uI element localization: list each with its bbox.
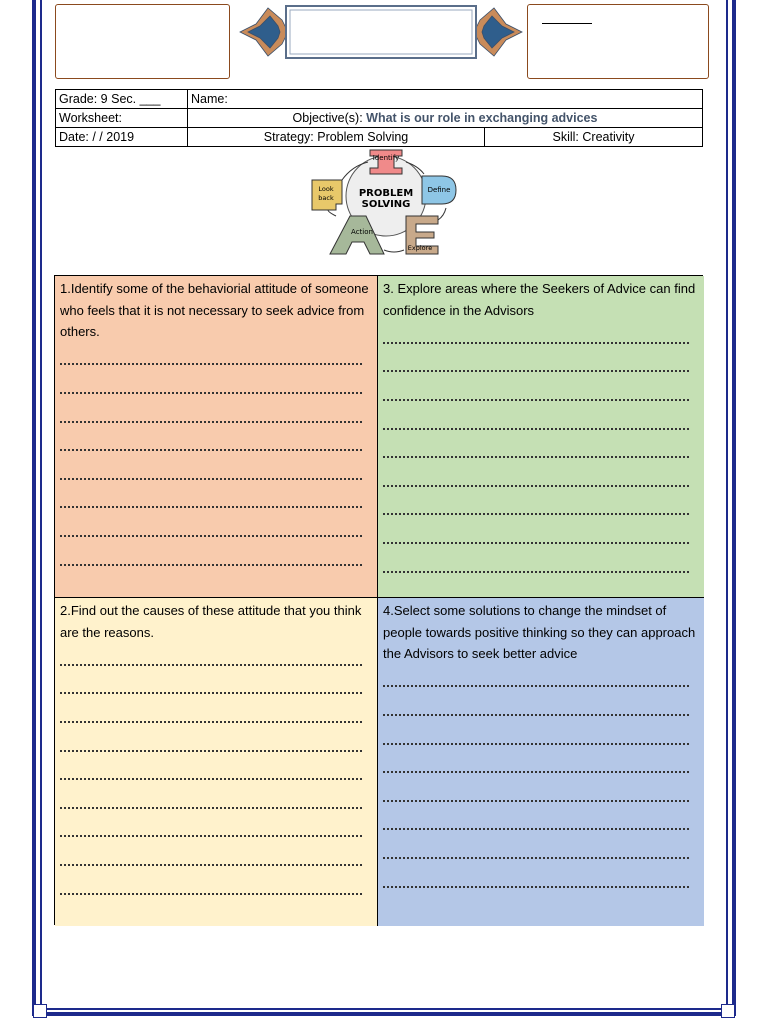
worksheet-label: Worksheet:	[56, 109, 188, 128]
answer-line[interactable]	[60, 647, 372, 676]
header-left-box	[55, 4, 230, 79]
question-4-cell	[378, 598, 704, 926]
question-4-text: 4.Select some solutions to change the mindset of people towards positive thinking so they can approach the Advisors to seek better advice	[383, 603, 696, 662]
answer-line[interactable]	[383, 812, 699, 841]
answer-line[interactable]	[383, 354, 699, 383]
answer-line[interactable]	[383, 726, 699, 755]
question-3-cell	[378, 276, 704, 598]
action-label: Action	[351, 228, 373, 236]
answer-line[interactable]	[383, 669, 699, 698]
answer-line[interactable]	[383, 440, 699, 469]
arrow-icon	[384, 250, 404, 252]
answer-line[interactable]	[383, 697, 699, 726]
blank-line	[542, 23, 592, 24]
question-2-text: 2.Find out the causes of these attitude that you think are the reasons.	[60, 603, 362, 640]
answer-line[interactable]	[383, 382, 699, 411]
arrow-icon	[438, 208, 446, 220]
look-back-label-1: Look	[318, 185, 334, 193]
date-field[interactable]: Date: / / 2019	[56, 128, 188, 147]
answer-line[interactable]	[383, 468, 699, 497]
objective-cell	[188, 109, 703, 128]
strategy-label: Strategy: Problem Solving	[188, 128, 485, 147]
name-field[interactable]: Name:	[188, 90, 703, 109]
answer-line[interactable]	[60, 433, 372, 462]
header-right-box	[527, 4, 709, 79]
arrow-icon	[328, 210, 336, 216]
answer-line[interactable]	[60, 819, 372, 848]
answer-line[interactable]	[383, 325, 699, 354]
grade-field[interactable]: Grade: 9 Sec. ___	[56, 90, 188, 109]
answer-line[interactable]	[383, 554, 699, 583]
question-3-text: 3. Explore areas where the Seekers of Advice can find confidence in the Advisors	[383, 281, 696, 318]
answer-line[interactable]	[60, 676, 372, 705]
answer-line[interactable]	[60, 876, 372, 905]
question-2-cell	[55, 598, 378, 926]
corner-ornament-left	[33, 1004, 47, 1018]
define-label: Define	[427, 186, 451, 194]
objective-text: What is our role in exchanging advices	[366, 111, 598, 125]
info-table	[55, 89, 703, 147]
answer-line[interactable]	[383, 840, 699, 869]
answer-line[interactable]	[60, 461, 372, 490]
identify-label: Identify	[372, 154, 400, 162]
question-1-text: 1.Identify some of the behaviorial attitude of someone who feels that it is not necessary to seek advice from others.	[60, 281, 369, 340]
answer-line[interactable]	[60, 733, 372, 762]
answer-line[interactable]	[383, 755, 699, 784]
answer-line[interactable]	[60, 790, 372, 819]
answer-line[interactable]	[383, 869, 699, 898]
skill-label: Skill: Creativity	[485, 128, 703, 147]
answer-line[interactable]	[60, 847, 372, 876]
answer-line[interactable]	[383, 411, 699, 440]
answer-line[interactable]	[383, 525, 699, 554]
answer-line[interactable]	[383, 497, 699, 526]
question-1-cell	[55, 276, 378, 598]
answer-line[interactable]	[383, 783, 699, 812]
ornamental-banner	[238, 2, 524, 62]
problem-solving-graphic	[306, 146, 466, 258]
answer-line[interactable]	[60, 375, 372, 404]
answer-line[interactable]	[60, 404, 372, 433]
answer-line[interactable]	[60, 762, 372, 791]
answer-line[interactable]	[60, 704, 372, 733]
answer-line[interactable]	[60, 347, 372, 376]
objective-label: Objective(s):	[292, 111, 367, 125]
center-label-1: PROBLEM	[358, 188, 414, 199]
answer-line[interactable]	[60, 490, 372, 519]
center-label-2: SOLVING	[361, 199, 411, 210]
answer-line[interactable]	[60, 518, 372, 547]
look-back-label-2: back	[318, 194, 334, 202]
questions-grid	[54, 275, 703, 925]
explore-label: Explore	[407, 244, 433, 252]
answer-line[interactable]	[60, 547, 372, 576]
corner-ornament-right	[721, 1004, 735, 1018]
